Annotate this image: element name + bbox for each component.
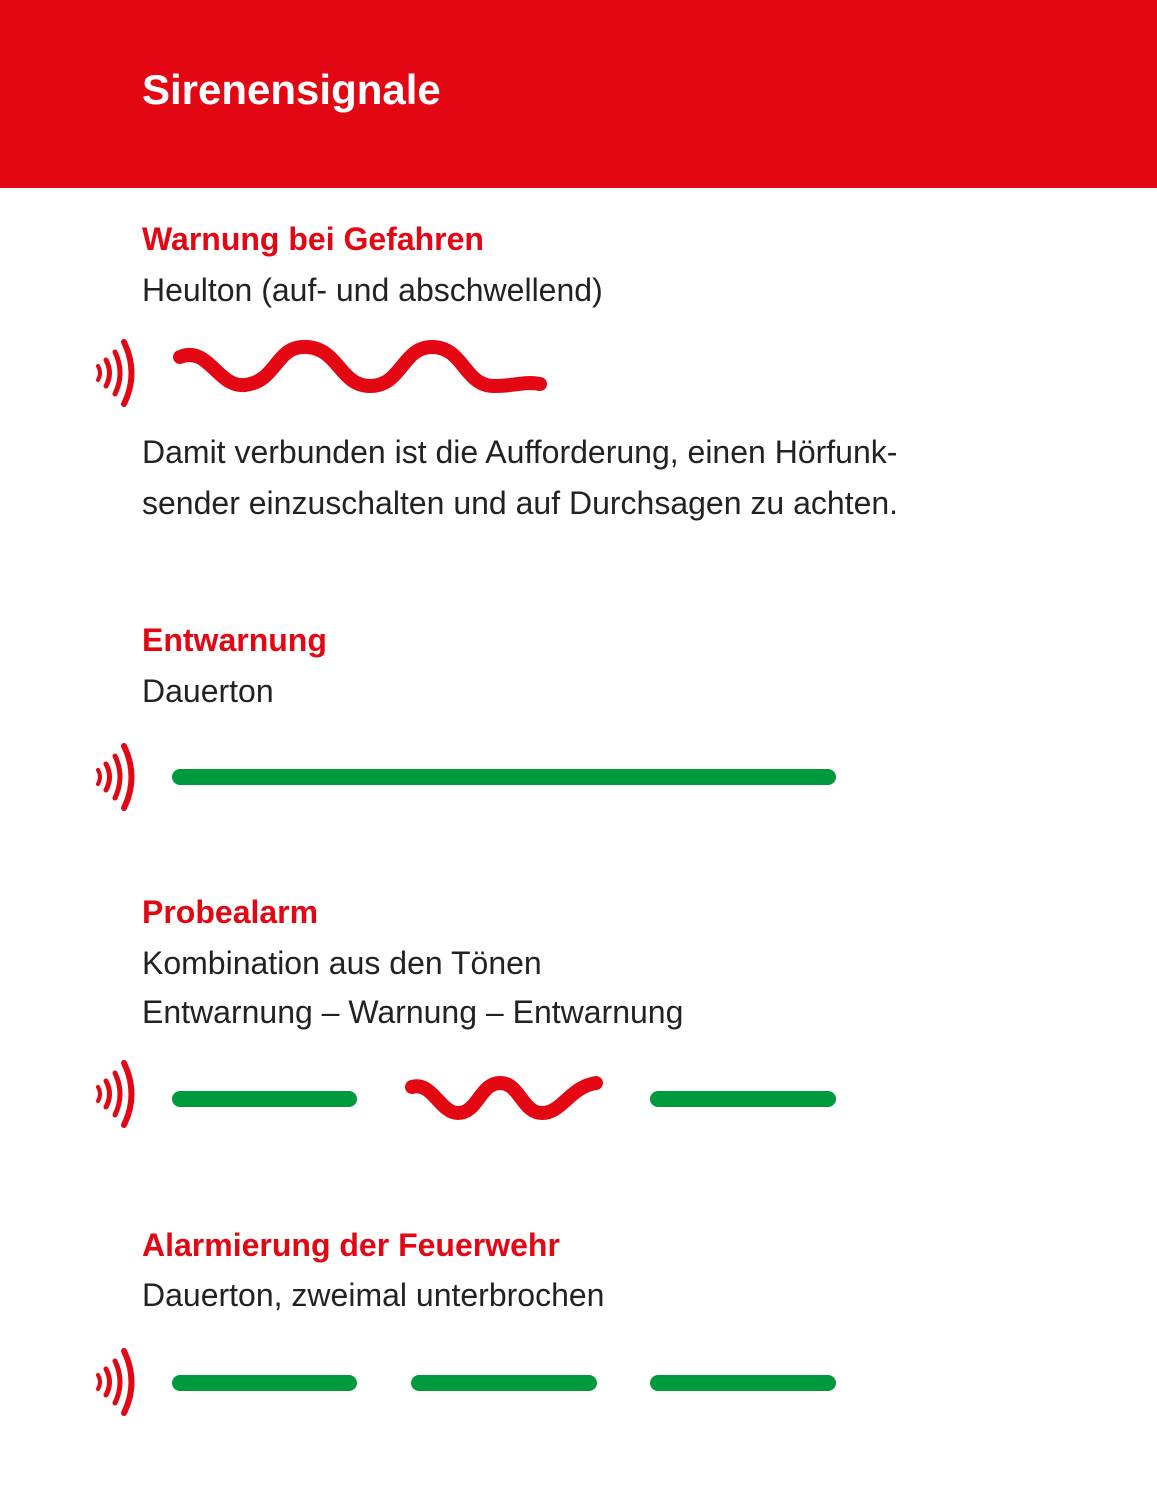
signal-wave bbox=[412, 1083, 596, 1113]
header-bar bbox=[0, 0, 1157, 188]
section-subtitle-probealarm-line1: Kombination aus den Tönen bbox=[142, 945, 542, 981]
siren-sound-icon bbox=[92, 1342, 148, 1422]
section-title-feuerwehr: Alarmierung der Feuerwehr bbox=[142, 1227, 560, 1263]
siren-sound-icon bbox=[92, 1054, 148, 1134]
siren-sound-icon bbox=[92, 333, 148, 413]
section-title-entwarnung: Entwarnung bbox=[142, 622, 327, 658]
section-description-warnung bbox=[142, 427, 1042, 529]
page-title: Sirenensignale bbox=[142, 66, 441, 113]
siren-sound-icon bbox=[92, 737, 148, 817]
section-title-probealarm: Probealarm bbox=[142, 894, 319, 930]
section-subtitle-warnung: Heulton (auf- und abschwellend) bbox=[142, 272, 603, 308]
description-line: sender einzuschalten und auf Durchsagen zu achten. bbox=[142, 485, 899, 521]
section-subtitle-feuerwehr: Dauerton, zweimal unterbrochen bbox=[142, 1277, 605, 1313]
section-subtitle-entwarnung: Dauerton bbox=[142, 673, 274, 709]
description-line: Damit verbunden ist die Aufforderung, einen Hörfunk- bbox=[142, 434, 898, 470]
section-title-warnung: Warnung bei Gefahren bbox=[142, 221, 484, 257]
section-subtitle-probealarm-line2: Entwarnung – Warnung – Entwarnung bbox=[142, 994, 684, 1030]
